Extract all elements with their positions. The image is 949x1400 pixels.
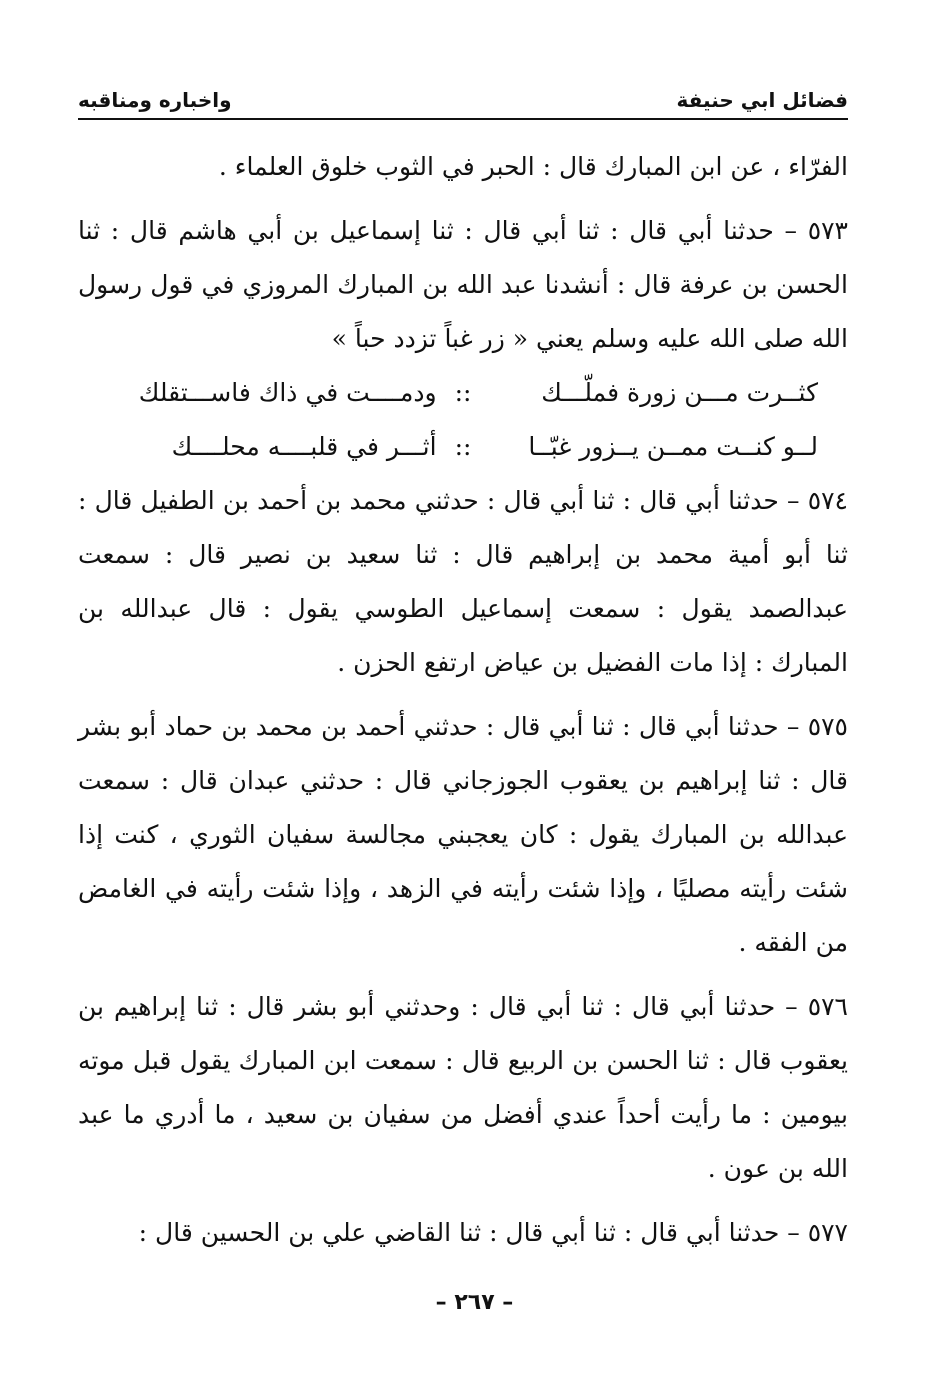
header-rule (78, 118, 848, 120)
header-section-title: واخباره ومناقبه (78, 88, 232, 112)
verse-2-second-hemistich: أثـــر في قلبــــه محلــــك (171, 432, 437, 461)
verse-line-1 (78, 366, 848, 420)
body-text (78, 140, 848, 1260)
verse-1-separator: :: (454, 378, 472, 407)
running-header (78, 80, 848, 112)
paragraph-576: ٥٧٦ – حدثنا أبي قال : ثنا أبي قال : وحدثني أبو بشر قال : ثنا إبراهيم بن يعقوب قال : ثنا الحسن بن الربيع قال : سمعت ابن المبارك يقول قبل موته بيومين : ما رأيت أحداً عندي أفضل من سفيان بن سعيد ، ما أدري ما عبد الله بن عون . (78, 992, 848, 1183)
verse-1-first-hemistich: كثــرت مـــن زورة فملّـــك (541, 378, 818, 407)
page-number: – ٢٦٧ – (435, 1290, 514, 1315)
paragraph-574: ٥٧٤ – حدثنا أبي قال : ثنا أبي قال : حدثني محمد بن أحمد بن الطفيل قال : ثنا أبو أمية محمد بن إبراهيم قال : ثنا سعيد بن نصير قال : سمعت عبدالصمد يقول : سمعت إسماعيل الطوسي يقول : قال عبدالله بن المبارك : إذا مات الفضيل بن عياض ارتفع الحزن . (78, 486, 848, 677)
paragraph-575: ٥٧٥ – حدثنا أبي قال : ثنا أبي قال : حدثني أحمد بن محمد بن حماد أبو بشر قال : ثنا إبراهيم بن يعقوب الجوزجاني قال : حدثني عبدان قال : سمعت عبدالله بن المبارك يقول : كان يعجبني مجالسة سفيان الثوري ، كنت إذا شئت رأيته مصليًا ، وإذا شئت رأيته في الزهد ، وإذا شئت رأيته في الغامض من الفقه . (78, 712, 848, 957)
verse-2-first-hemistich: لــو كنــت ممــن يــزور غبّــا (528, 432, 818, 461)
verse-2-separator: :: (454, 432, 472, 461)
header-book-title: فضائل ابي حنيفة (676, 88, 848, 112)
paragraph-573: ٥٧٣ – حدثنا أبي قال : ثنا أبي قال : ثنا إسماعيل بن أبي هاشم قال : ثنا الحسن بن عرفة قال : أنشدنا عبد الله بن المبارك المروزي في قول رسول الله صلى الله عليه وسلم يعني « زر غباً تزدد حباً » (78, 216, 848, 353)
verse-1-second-hemistich: ودمــــت في ذاك فاســـتقلك (138, 378, 437, 407)
verse-line-2 (78, 420, 848, 474)
paragraph-577: ٥٧٧ – حدثنا أبي قال : ثنا أبي قال : ثنا القاضي علي بن الحسين قال : (138, 1218, 848, 1247)
paragraph-intro: الفرّاء ، عن ابن المبارك قال : الحبر في الثوب خلوق العلماء . (218, 152, 848, 181)
